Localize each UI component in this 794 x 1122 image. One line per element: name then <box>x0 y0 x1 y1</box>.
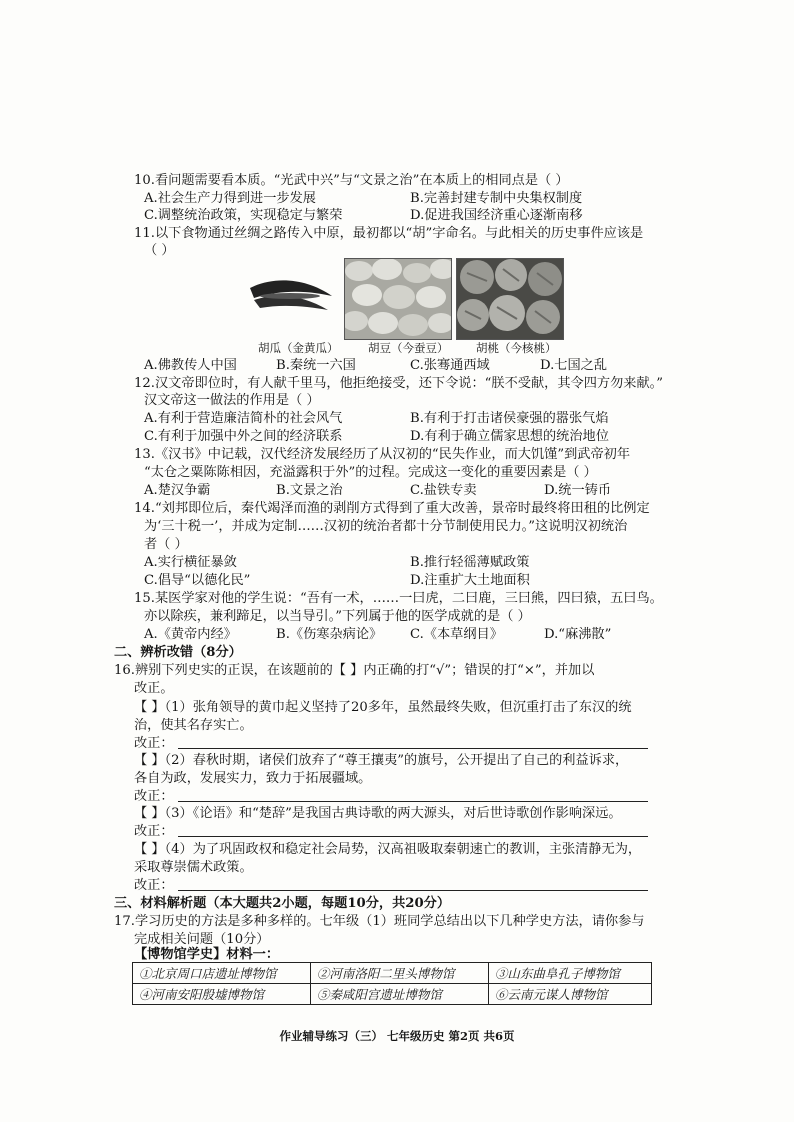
question-16-item-2-cont: 各自为政，发展实力，致力于拓展疆域。 <box>134 771 372 786</box>
question-14-option-a: A.实行横征暴敛 <box>144 555 237 570</box>
museum-cell: ②河南洛阳二里头博物馆 <box>310 963 488 984</box>
question-15-option-a: A.《黄帝内经》 <box>144 627 237 642</box>
question-15-stem-cont: 亦以除疾，兼利蹄足，以当导引。”下列属于他的医学成就的是（ ） <box>144 609 531 624</box>
caption-hugua: 胡瓜（金黄瓜） <box>258 341 339 355</box>
question-16-item-3: 【 】（3）《论语》和“楚辞”是我国古典诗歌的两大源头，对后世诗歌创作影响深远。 <box>134 806 622 821</box>
walnut-picture <box>456 258 564 340</box>
question-14-option-c: C.倡导“以德化民” <box>144 573 251 588</box>
question-14-option-b: B.推行轻徭薄赋政策 <box>410 555 530 570</box>
correction-line-4[interactable] <box>178 890 648 891</box>
question-12-stem: 12.汉文帝即位时，有人献千里马，他拒绝接受，还下令说：“朕不受献，其令四方勿来献。” <box>134 376 663 391</box>
cucumber-picture <box>244 258 336 338</box>
question-16-stem: 16.辨别下列史实的正误，在该题前的【 】内正确的打“√”；错误的打“×”，并加以 <box>114 663 595 678</box>
question-15-option-c: C.《本草纲目》 <box>410 627 503 642</box>
correction-label-3: 改正： <box>134 824 174 839</box>
question-16-stem-cont: 改正。 <box>134 681 174 696</box>
question-13-stem-cont: “太仓之粟陈陈相因，充溢露积于外”的过程。完成这一变化的重要因素是（ ） <box>144 465 597 480</box>
correction-label-4: 改正： <box>134 878 174 893</box>
question-11-stem: 11.以下食物通过丝绸之路传入中原，最初都以“胡”字命名。与此相关的历史事件应该是 <box>134 226 644 241</box>
question-15-option-b: B.《伤寒杂病论》 <box>276 627 383 642</box>
museum-cell: ⑤秦咸阳宫遗址博物馆 <box>310 984 488 1005</box>
question-11-option-c: C.张骞通西域 <box>410 358 490 373</box>
question-12-option-b: B.有利于打击诸侯豪强的嚣张气焰 <box>410 411 609 426</box>
museum-table <box>132 962 652 1005</box>
question-12-option-c: C.有利于加强中外之间的经济联系 <box>144 429 343 444</box>
question-10-stem: 10.看问题需要看本质。“光武中兴”与“文景之治”在本质上的相同点是（ ） <box>134 173 569 188</box>
question-14-stem: 14.“刘邦即位后，秦代竭泽而渔的剥削方式得到了重大改善，景帝时最终将田租的比例定 <box>134 501 650 516</box>
question-16-item-2: 【 】（2）春秋时期，诸侯们放弃了“尊王攘夷”的旗号，公开提出了自己的利益诉求， <box>134 753 629 768</box>
question-13-option-b: B.文景之治 <box>276 483 343 498</box>
question-15-option-d: D.“麻沸散” <box>544 627 612 642</box>
question-15-stem: 15.某医学家对他的学生说：“吾有一术，……一曰虎，二曰鹿，三曰熊，四曰猿，五曰鸟。 <box>134 591 663 606</box>
question-13-stem: 13.《汉书》中记载，汉代经济发展经历了从汉初的“民失作业，而大饥馑”到武帝初年 <box>134 447 631 462</box>
museum-cell: ⑥云南元谋人博物馆 <box>488 984 651 1005</box>
page-footer: 作业辅导练习（三） 七年级历史 第2页 共6页 <box>279 1029 515 1043</box>
question-17-stem: 17.学习历史的方法是多种多样的。七年级（1）班同学总结出以下几种学史方法，请你参与 <box>114 914 645 929</box>
correction-line-3[interactable] <box>178 836 648 837</box>
question-16-item-1: 【 】（1）张角领导的黄巾起义坚持了20多年，虽然最终失败，但沉重打击了东汉的统 <box>134 700 632 715</box>
caption-hutao: 胡桃（今核桃） <box>476 341 557 355</box>
correction-label-2: 改正： <box>134 789 174 804</box>
question-11-option-d: D.七国之乱 <box>540 358 608 373</box>
question-17-stem-cont: 完成相关问题（10分） <box>134 932 270 947</box>
question-12-stem-cont: 汉文帝这一做法的作用是（ ） <box>144 393 320 408</box>
question-14-stem-cont2: 者（ ） <box>144 537 188 552</box>
question-10-option-a: A.社会生产力得到进一步发展 <box>144 191 316 206</box>
question-16-item-4: 【 】（4）为了巩固政权和稳定社会局势，汉高祖吸取秦朝速亡的教训，主张清静无为， <box>134 842 642 857</box>
question-16-item-4-cont: 采取尊崇儒术政策。 <box>134 860 253 875</box>
section-2-heading: 二、辨析改错（8分） <box>114 645 242 660</box>
question-12-option-a: A.有利于营造廉洁简朴的社会风气 <box>144 411 343 426</box>
question-11-option-b: B.秦统一六国 <box>276 358 356 373</box>
question-10-option-b: B.完善封建专制中央集权制度 <box>410 191 583 206</box>
question-10-option-c: C.调整统治政策，实现稳定与繁荣 <box>144 208 343 223</box>
correction-label-1: 改正： <box>134 736 174 751</box>
question-14-stem-cont: 为‘三十税一’，并成为定制……汉初的统治者都十分节制使用民力。”这说明汉初统治 <box>144 519 628 534</box>
question-14-option-d: D.注重扩大土地面积 <box>410 573 530 588</box>
question-11-option-a: A.佛教传人中国 <box>144 358 237 373</box>
section-3-heading: 三、材料解析题（本大题共2小题，每题10分，共20分） <box>114 896 451 911</box>
caption-hudou: 胡豆（今蚕豆） <box>368 341 449 355</box>
question-13-option-a: A.楚汉争霸 <box>144 483 211 498</box>
correction-line-1[interactable] <box>178 748 648 749</box>
museum-cell: ③山东曲阜孔子博物馆 <box>488 963 651 984</box>
correction-line-2[interactable] <box>178 801 648 802</box>
broad-bean-picture <box>344 258 452 340</box>
question-13-option-d: D.统一铸币 <box>544 483 612 498</box>
material-one-label: 【博物馆学史】材料一： <box>134 947 280 962</box>
question-11-stem-cont: （ ） <box>144 243 175 258</box>
museum-cell: ①北京周口店遗址博物馆 <box>133 963 311 984</box>
question-10-option-d: D.促进我国经济重心逐渐南移 <box>410 208 583 223</box>
question-12-option-d: D.有利于确立儒家思想的统治地位 <box>410 429 609 444</box>
question-16-item-1-cont: 治，使其名存实亡。 <box>134 718 253 733</box>
question-13-option-c: C.盐铁专卖 <box>410 483 477 498</box>
table-row <box>133 963 652 984</box>
table-row <box>133 984 652 1005</box>
museum-cell: ④河南安阳殷墟博物馆 <box>133 984 311 1005</box>
